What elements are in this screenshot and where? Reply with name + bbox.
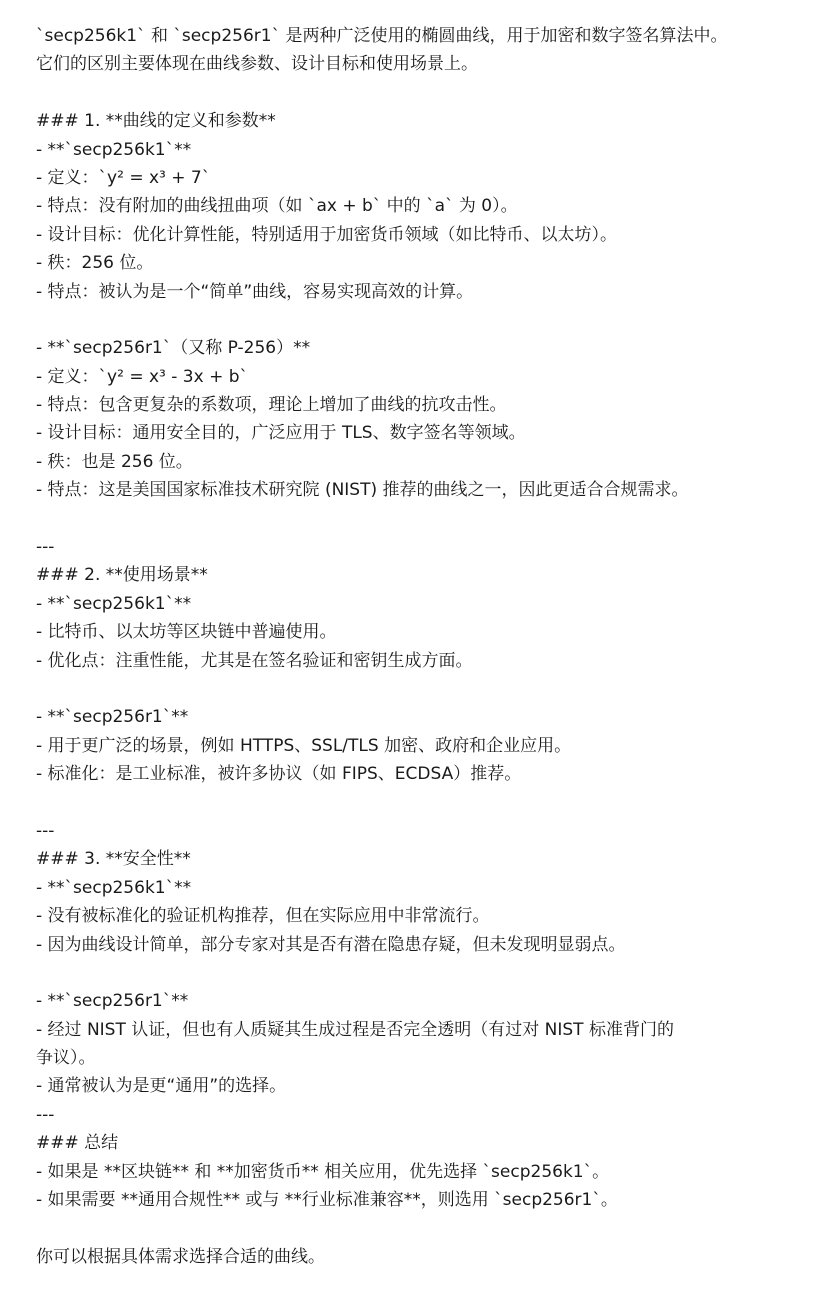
text-line: - 如果是 **区块链** 和 **加密货币** 相关应用，优先选择 `secp256k1`。 [36, 1161, 610, 1182]
text-line: --- [36, 537, 55, 558]
text-line: 争议）。 [36, 1048, 96, 1069]
text-line: - **`secp256r1`** [36, 707, 189, 728]
text-line: - 设计目标：通用安全目的，广泛应用于 TLS、数字签名等领域。 [36, 423, 526, 444]
text-line: --- [36, 1104, 55, 1125]
text-line: - 优化点：注重性能，尤其是在签名验证和密钥生成方面。 [36, 650, 473, 671]
text-line: - 因为曲线设计简单，部分专家对其是否有潜在隐患存疑，但未发现明显弱点。 [36, 934, 626, 955]
blank-line [36, 306, 819, 334]
text-line: - **`secp256k1`** [36, 593, 192, 614]
text-line: - **`secp256k1`** [36, 139, 192, 160]
text-line: - 定义：`y² = x³ - 3x + b` [36, 366, 249, 387]
text-line: 它们的区别主要体现在曲线参数、设计目标和使用场景上。 [36, 54, 478, 75]
text-line: - 特点：包含更复杂的系数项，理论上增加了曲线的抗攻击性。 [36, 395, 507, 416]
blank-line [36, 789, 819, 817]
text-line: - 用于更广泛的场景，例如 HTTPS、SSL/TLS 加密、政府和企业应用。 [36, 735, 572, 756]
text-line: ### 1. **曲线的定义和参数** [36, 111, 276, 132]
text-line: - 如果需要 **通用合规性** 或与 **行业标准兼容**，则选用 `secp256r1`。 [36, 1190, 618, 1211]
text-line: --- [36, 820, 55, 841]
text-line: - 特点：没有附加的曲线扭曲项（如 `ax + b` 中的 `a` 为 0）。 [36, 196, 518, 217]
text-line: 你可以根据具体需求选择合适的曲线。 [36, 1246, 325, 1267]
text-line: - 标准化：是工业标准，被许多协议（如 FIPS、ECDSA）推荐。 [36, 764, 522, 785]
text-line: - **`secp256r1`（又称 P-256）** [36, 338, 311, 359]
text-line: ### 3. **安全性** [36, 849, 191, 870]
text-line: - **`secp256r1`** [36, 991, 189, 1012]
text-line: - 定义：`y² = x³ + 7` [36, 167, 211, 188]
blank-line [36, 79, 819, 107]
text-line: - 设计目标：优化计算性能，特别适用于加密货币领域（如比特币、以太坊）。 [36, 224, 618, 245]
text-line: ### 2. **使用场景** [36, 565, 208, 586]
text-line: - 特点：被认为是一个“简单”曲线，容易实现高效的计算。 [36, 281, 474, 302]
text-line: - 特点：这是美国国家标准技术研究院 (NIST) 推荐的曲线之一，因此更适合合规需求。 [36, 480, 689, 501]
text-line: - **`secp256k1`** [36, 877, 192, 898]
text-line: ### 总结 [36, 1133, 119, 1154]
text-line: - 秩：256 位。 [36, 253, 154, 274]
blank-line [36, 1214, 819, 1242]
blank-line [36, 505, 819, 533]
blank-line [36, 959, 819, 987]
text-line: `secp256k1` 和 `secp256r1` 是两种广泛使用的椭圆曲线，用于加密和数字签名算法中。 [36, 26, 728, 46]
text-line: - 秩：也是 256 位。 [36, 451, 193, 472]
text-line: - 比特币、以太坊等区块链中普遍使用。 [36, 622, 337, 643]
text-line: - 通常被认为是更“通用”的选择。 [36, 1076, 287, 1097]
text-line: - 没有被标准化的验证机构推荐，但在实际应用中非常流行。 [36, 906, 490, 927]
text-line: - 经过 NIST 认证，但也有人质疑其生成过程是否完全透明（有过对 NIST 标准背门的 [36, 1019, 674, 1040]
blank-line [36, 675, 819, 703]
